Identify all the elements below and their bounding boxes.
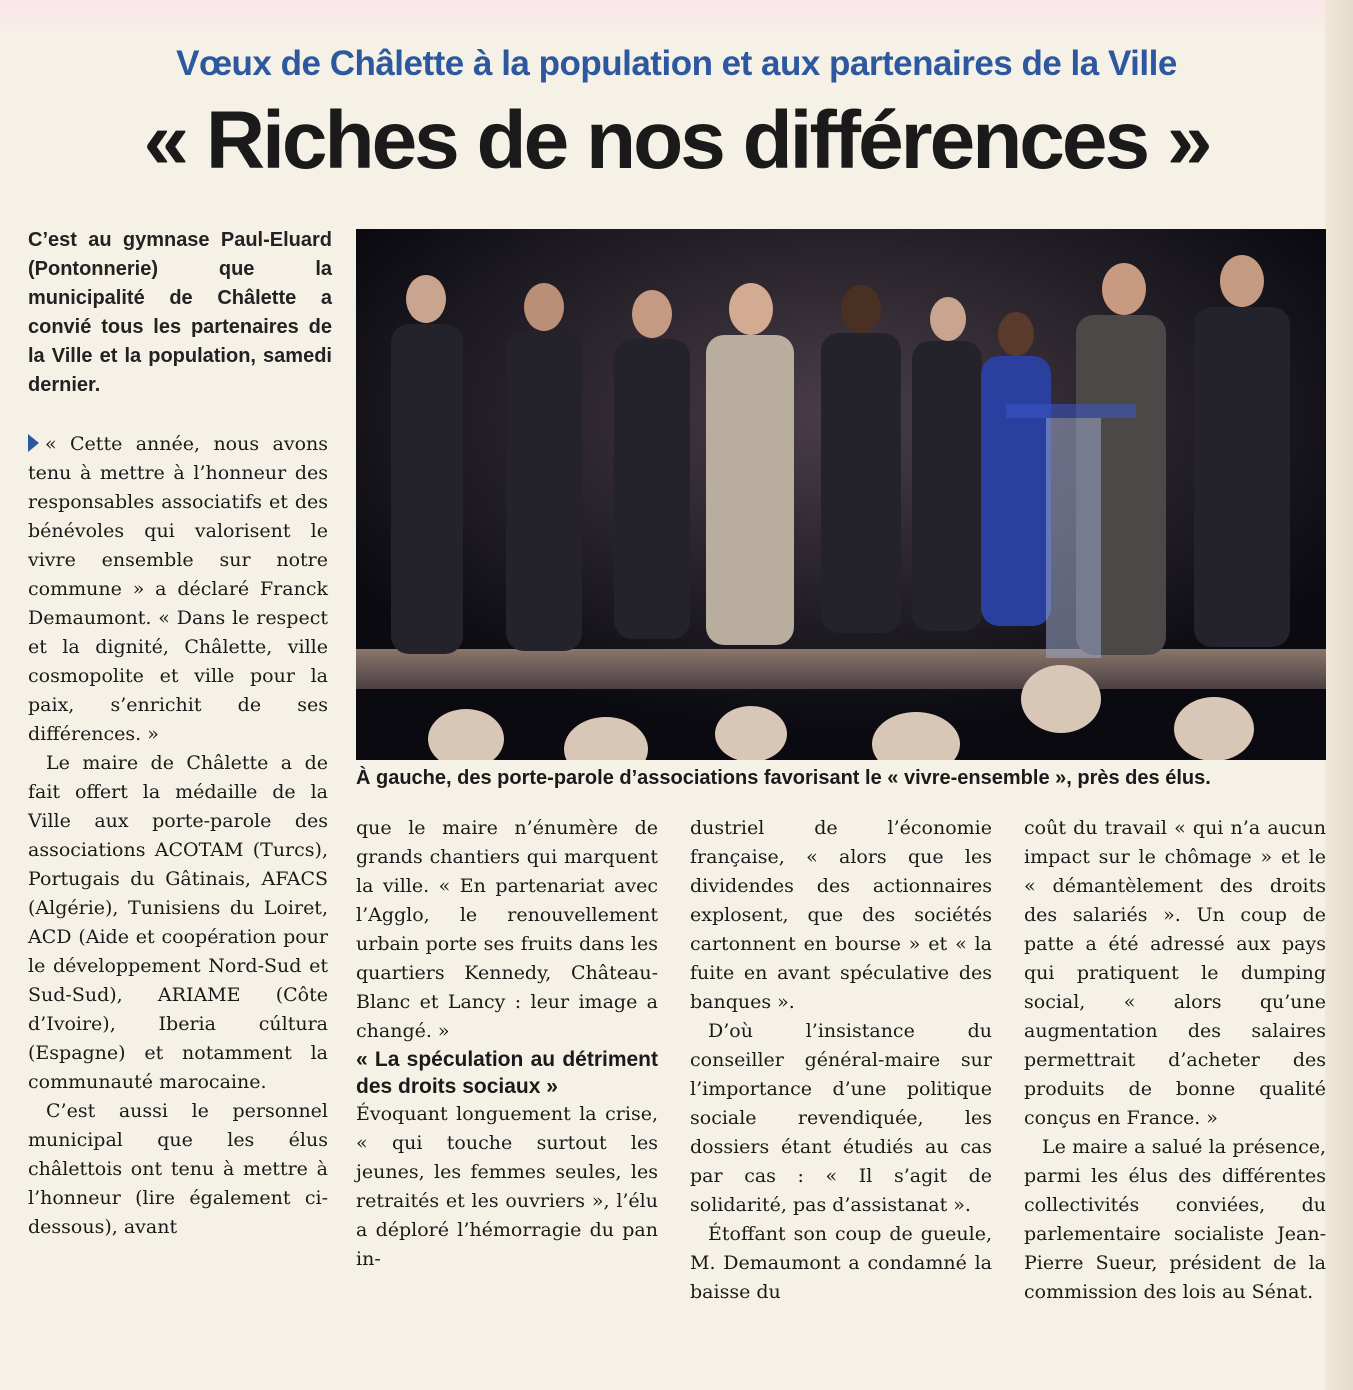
article-headline: « Riches de nos différences » (143, 95, 1210, 186)
photo-caption: À gauche, des porte-parole d’associations favorisant le « vivre-ensemble », près des élus. (356, 767, 1211, 789)
col2-paragraph-2: Évoquant longuement la crise, « qui touche surtout les jeunes, les femmes seules, les retraités et les ouvriers », l’élu a déploré l’hémorragie du pan in- (356, 1103, 658, 1270)
col3-paragraph-3: Étoffant son coup de gueule, M. Demaumont a condamné la baisse du (690, 1223, 992, 1303)
article-column-3 (690, 814, 992, 1307)
paragraph-bullet-icon (28, 434, 39, 452)
col4-paragraph-2: Le maire a salué la présence, parmi les élus des différentes collectivités conviées, du parlementaire socialiste Jean-Pierre Sueur, président de la commission des lois au Sénat. (1024, 1136, 1326, 1303)
col2-paragraph-1: que le maire n’énumère de grands chantiers qui marquent la ville. « En partenariat avec l’Agglo, le renouvellement urbain porte ses fruits dans les quartiers Kennedy, Château-Blanc et Lancy : leur image a changé. » (356, 817, 658, 1042)
neighbor-page-bleed-top (0, 0, 1353, 38)
col1-paragraph-1: « Cette année, nous avons tenu à mettre à l’honneur des responsables associatifs et des bénévoles qui valorisent le vivre ensemble sur notre commune » a déclaré Franck Demaumont. « Dans le respect et la dignité, Châlette, ville cosmopolite et ville pour la paix, s’enrichit de ses différences. » (28, 433, 328, 745)
article-lead: C’est au gymnase Paul-Eluard (Pontonnerie) que la municipalité de Châlette a convié tous les partenaires de la Ville et la population, samedi dernier. (28, 229, 332, 396)
col1-paragraph-2: Le maire de Châlette a de fait offert la médaille de la Ville aux porte-parole des associations ACOTAM (Turcs), Portugais du Gâtinais, AFACS (Algérie), Tunisiens du Loiret, ACD (Aide et coopération pour le développement Nord-Sud et Sud-Sud), ARIAME (Côte d’Ivoire), Iberia cúltura (Espagne) et notamment la communauté marocaine. (28, 752, 328, 1093)
col2-subhead: « La spéculation au détriment des droits sociaux » (356, 1048, 658, 1098)
col3-paragraph-2: D’où l’insistance du conseiller général-maire sur l’importance d’une politique sociale revendiquée, les dossiers étant étudiés au cas par cas : « Il s’agit de solidarité, pas d’assistanat ». (690, 1020, 992, 1216)
col1-paragraph-3: C’est aussi le personnel municipal que les élus châlettois ont tenu à mettre à l’honneur (lire également ci-dessous), avant (28, 1100, 328, 1238)
col3-paragraph-1: dustriel de l’économie française, « alors que les dividendes des actionnaires explosent, que des sociétés cartonnent en bourse » et « la fuite en avant spéculative des banques ». (690, 817, 992, 1013)
article-column-1 (28, 430, 328, 1242)
article-column-2 (356, 814, 658, 1274)
article-column-4 (1024, 814, 1326, 1307)
col4-paragraph-1: coût du travail « qui n’a aucun impact sur le chômage » et le « démantèlement des droits des salariés ». Un coup de patte a été adressé aux pays qui pratiquent le dumping social, « alors qu’une augmentation des salaires permettrait d’acheter des produits de bonne qualité conçus en France. » (1024, 817, 1326, 1129)
article-overline: Vœux de Châlette à la population et aux partenaires de la Ville (176, 44, 1177, 83)
neighbor-page-bleed-right (1325, 0, 1353, 1390)
stage-photo (356, 229, 1326, 760)
